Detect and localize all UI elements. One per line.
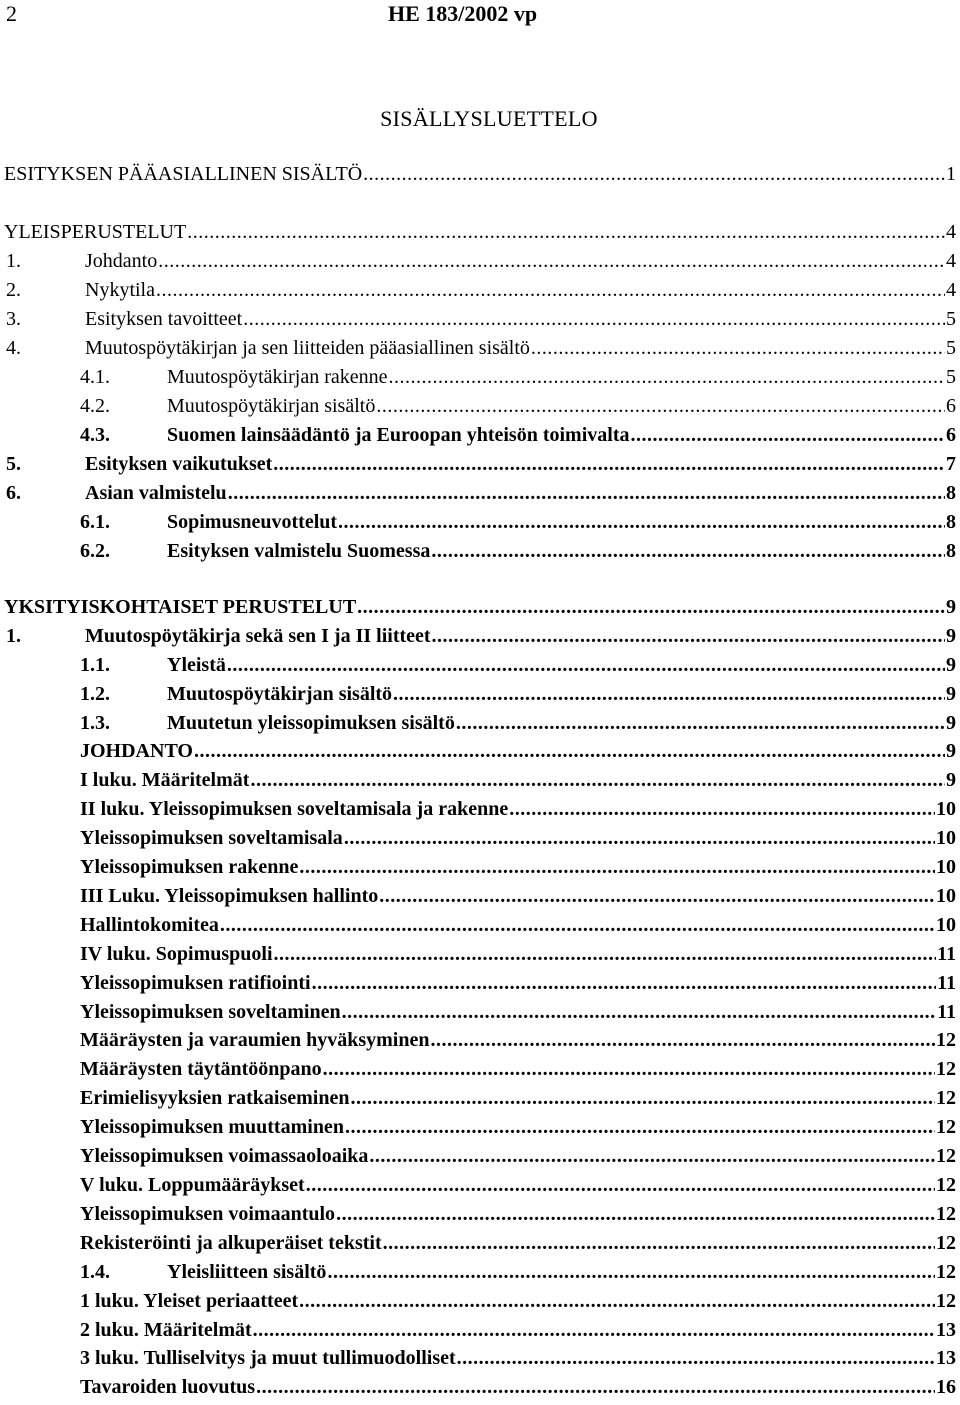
dot-leader [327, 1258, 935, 1286]
toc-entry-title: I luku. Määritelmät [80, 769, 250, 791]
toc-entry-number: 1.4. [80, 1261, 110, 1283]
dot-leader [228, 479, 945, 507]
toc-entry[interactable] [0, 1229, 960, 1257]
toc-entry[interactable] [0, 1344, 960, 1372]
dot-leader [299, 1287, 935, 1315]
toc-entry-title: Yleissopimuksen voimaantulo [80, 1203, 336, 1225]
dot-leader [156, 276, 945, 304]
toc-entry[interactable] [0, 969, 960, 997]
dot-leader [376, 392, 945, 420]
dot-leader [345, 1113, 935, 1141]
dot-leader [243, 305, 945, 333]
dot-leader [363, 160, 945, 188]
dot-leader [350, 1084, 935, 1112]
toc-entry[interactable] [0, 392, 960, 420]
toc-entry[interactable] [0, 1026, 960, 1054]
toc-entry-number: 3. [6, 308, 21, 330]
toc-entry-title: Suomen lainsäädäntö ja Euroopan yhteisön toimivalta [167, 424, 630, 446]
toc-entry[interactable] [0, 305, 960, 333]
toc-entry-title: Nykytila [85, 279, 155, 301]
dot-leader [253, 1316, 935, 1344]
toc-entry-number: 4.1. [80, 366, 110, 388]
toc-entry[interactable] [0, 593, 960, 621]
toc-entry-title: III Luku. Yleissopimuksen hallinto [80, 885, 379, 907]
toc-entry-title: Sopimusneuvottelut [167, 511, 338, 533]
toc-entry[interactable] [0, 882, 960, 910]
toc-entry-title: Hallintokomitea [80, 914, 219, 936]
toc-entry[interactable] [0, 508, 960, 536]
toc-entry-page: 11 [937, 972, 956, 994]
toc-entry-page: 16 [936, 1376, 956, 1398]
toc-entry-page: 9 [946, 625, 956, 647]
toc-entry-page: 1 [946, 163, 956, 185]
dot-leader [369, 1142, 935, 1170]
dot-leader [158, 247, 945, 275]
toc-entry-title: Yleissopimuksen soveltaminen [80, 1001, 341, 1023]
toc-entry[interactable] [0, 1084, 960, 1112]
dot-leader [344, 824, 935, 852]
toc-entry-page: 12 [936, 1203, 956, 1225]
toc-entry[interactable] [0, 537, 960, 565]
toc-entry-page: 9 [946, 769, 956, 791]
dot-leader [509, 795, 935, 823]
toc-entry[interactable] [0, 1171, 960, 1199]
toc-entry-page: 4 [946, 250, 956, 272]
toc-entry[interactable] [0, 911, 960, 939]
dot-leader [379, 882, 935, 910]
toc-entry-number: 2. [6, 279, 21, 301]
toc-entry[interactable] [0, 622, 960, 650]
toc-entry[interactable] [0, 766, 960, 794]
toc-entry-page: 9 [946, 683, 956, 705]
toc-entry-number: 6.2. [80, 540, 110, 562]
toc-entry-title: Määräysten ja varaumien hyväksyminen [80, 1029, 430, 1051]
dot-leader [187, 218, 945, 246]
toc-entry-page: 12 [936, 1174, 956, 1196]
toc-entry[interactable] [0, 276, 960, 304]
dot-leader [273, 450, 945, 478]
toc-entry-title: V luku. Loppumääräykset [80, 1174, 305, 1196]
page-header [0, 0, 960, 30]
toc-entry-page: 10 [936, 798, 956, 820]
toc-entry[interactable] [0, 737, 960, 765]
toc-entry-number: 5. [6, 453, 21, 475]
toc-entry[interactable] [0, 1200, 960, 1228]
toc-entry-page: 6 [946, 424, 956, 446]
toc-entry-title: Yleissopimuksen rakenne [80, 856, 299, 878]
toc-entry-number: 4.2. [80, 395, 110, 417]
toc-entry-title: Yleisliitteen sisältö [167, 1261, 327, 1283]
dot-leader [383, 1229, 935, 1257]
toc-entry[interactable] [0, 824, 960, 852]
toc-entry-title: Muutospöytäkirjan sisältö [167, 395, 376, 417]
dot-leader [220, 911, 935, 939]
toc-entry[interactable] [0, 247, 960, 275]
dot-leader [323, 1055, 935, 1083]
toc-entry-page: 10 [936, 914, 956, 936]
toc-entry-page: 7 [946, 453, 956, 475]
toc-entry-page: 11 [937, 1001, 956, 1023]
toc-entry-title: Tavaroiden luovutus [80, 1376, 256, 1398]
document-id: HE 183/2002 vp [388, 1, 538, 26]
toc-entry-title: Yleissopimuksen voimassaoloaika [80, 1145, 369, 1167]
toc-entry-page: 13 [936, 1347, 956, 1369]
toc-entry-page: 4 [946, 279, 956, 301]
toc-entry-page: 12 [936, 1232, 956, 1254]
toc-entry-title: Muutospöytäkirjan ja sen liitteiden pääasiallinen sisältö [85, 337, 530, 359]
toc-entry-page: 13 [936, 1319, 956, 1341]
toc-entry-page: 4 [946, 221, 956, 243]
toc-entry-title: 2 luku. Määritelmät [80, 1319, 252, 1341]
toc-entry-title: YKSITYISKOHTAISET PERUSTELUT [4, 596, 357, 618]
toc-entry-page: 5 [946, 366, 956, 388]
toc-entry-title: Muutospöytäkirja sekä sen I ja II liitteet [85, 625, 431, 647]
toc-entry[interactable] [0, 1055, 960, 1083]
dot-leader [299, 853, 935, 881]
toc-entry[interactable] [0, 334, 960, 362]
toc-entry-title: IV luku. Sopimuspuoli [80, 943, 273, 965]
toc-entry-title: Esityksen tavoitteet [85, 308, 243, 330]
toc-entry[interactable] [0, 1258, 960, 1286]
toc-entry-title: Muutetun yleissopimuksen sisältö [167, 712, 455, 734]
toc-entry[interactable] [0, 1373, 960, 1401]
toc-entry-number: 1.3. [80, 712, 110, 734]
toc-entry-title: Yleissopimuksen muuttaminen [80, 1116, 344, 1138]
toc-entry-title: Erimielisyyksien ratkaiseminen [80, 1087, 350, 1109]
toc-entry-number: 1. [6, 625, 21, 647]
toc-entry[interactable] [0, 1113, 960, 1141]
toc-entry-title: YLEISPERUSTELUT [4, 221, 187, 243]
dot-leader [312, 969, 937, 997]
dot-leader [456, 709, 945, 737]
toc-entry-title: Johdanto [85, 250, 158, 272]
toc-entry-title: Asian valmistelu [85, 482, 227, 504]
toc-entry[interactable] [0, 450, 960, 478]
toc-entry[interactable] [0, 1287, 960, 1315]
toc-entry-page: 12 [936, 1087, 956, 1109]
toc-entry[interactable] [0, 795, 960, 823]
toc-entry-page: 8 [946, 540, 956, 562]
toc-entry-page: 6 [946, 395, 956, 417]
toc-entry-page: 11 [937, 943, 956, 965]
toc-entry-title: Muutospöytäkirjan rakenne [167, 366, 388, 388]
toc-entry-page: 5 [946, 337, 956, 359]
toc-entry[interactable] [0, 680, 960, 708]
toc-entry-page: 9 [946, 740, 956, 762]
dot-leader [393, 680, 945, 708]
toc-entry-title: Esityksen vaikutukset [85, 453, 273, 475]
dot-leader [338, 508, 945, 536]
toc-entry-page: 8 [946, 511, 956, 533]
toc-entry-title: ESITYKSEN PÄÄASIALLINEN SISÄLTÖ [4, 163, 363, 185]
toc-entry-number: 6. [6, 482, 21, 504]
toc-entry[interactable] [0, 940, 960, 968]
toc-entry-number: 1.2. [80, 683, 110, 705]
toc-entry[interactable] [0, 479, 960, 507]
dot-leader [389, 363, 946, 391]
toc-entry-page: 9 [946, 596, 956, 618]
toc-entry-title: 1 luku. Yleiset periaatteet [80, 1290, 299, 1312]
dot-leader [336, 1200, 935, 1228]
toc-entry-page: 10 [936, 885, 956, 907]
toc-entry[interactable] [0, 363, 960, 391]
dot-leader [430, 1026, 935, 1054]
toc-entry[interactable] [0, 709, 960, 737]
dot-leader [531, 334, 945, 362]
toc-entry-title: Yleissopimuksen ratifiointi [80, 972, 311, 994]
toc-entry-page: 10 [936, 856, 956, 878]
toc-entry-title: Esityksen valmistelu Suomessa [167, 540, 431, 562]
toc-entry-number: 1.1. [80, 654, 110, 676]
page-number: 2 [6, 1, 17, 26]
dot-leader [256, 1373, 935, 1401]
toc-entry-page: 12 [936, 1145, 956, 1167]
dot-leader [274, 940, 937, 968]
toc-entry-title: II luku. Yleissopimuksen soveltamisala ja rakenne [80, 798, 509, 820]
toc-entry-number: 1. [6, 250, 21, 272]
toc-entry-page: 12 [936, 1290, 956, 1312]
toc-entry-title: Rekisteröinti ja alkuperäiset tekstit [80, 1232, 382, 1254]
dot-leader [432, 622, 945, 650]
toc-entry[interactable] [0, 421, 960, 449]
toc-entry[interactable] [0, 1142, 960, 1170]
dot-leader [431, 537, 945, 565]
toc-title: SISÄLLYSLUETTELO [380, 106, 598, 131]
toc-entry-page: 12 [936, 1261, 956, 1283]
dot-leader [306, 1171, 935, 1199]
toc-entry[interactable] [0, 218, 960, 246]
toc-entry[interactable] [0, 1316, 960, 1344]
toc-entry-page: 8 [946, 482, 956, 504]
dot-leader [457, 1344, 935, 1372]
toc-entry-title: Yleistä [167, 654, 226, 676]
toc-entry-title: Yleissopimuksen soveltamisala [80, 827, 343, 849]
dot-leader [357, 593, 945, 621]
toc-entry-page: 12 [936, 1029, 956, 1051]
dot-leader [342, 998, 937, 1026]
toc-entry-page: 10 [936, 827, 956, 849]
toc-entry-title: 3 luku. Tulliselvitys ja muut tullimuodolliset [80, 1347, 456, 1369]
toc-entry[interactable] [0, 998, 960, 1026]
toc-entry-title: JOHDANTO [80, 740, 193, 762]
toc-entry[interactable] [0, 651, 960, 679]
toc-entry-number: 4. [6, 337, 21, 359]
dot-leader [631, 421, 946, 449]
toc-entry-page: 5 [946, 308, 956, 330]
toc-entry[interactable] [0, 853, 960, 881]
dot-leader [250, 766, 945, 794]
toc-entry-page: 12 [936, 1058, 956, 1080]
dot-leader [194, 737, 945, 765]
toc-entry[interactable] [0, 160, 960, 188]
toc-entry-number: 6.1. [80, 511, 110, 533]
toc-entry-title: Muutospöytäkirjan sisältö [167, 683, 393, 705]
toc-entry-page: 9 [946, 712, 956, 734]
toc-entry-title: Määräysten täytäntöönpano [80, 1058, 322, 1080]
toc-entry-number: 4.3. [80, 424, 110, 446]
toc-entry-page: 9 [946, 654, 956, 676]
dot-leader [227, 651, 945, 679]
toc-entry-page: 12 [936, 1116, 956, 1138]
